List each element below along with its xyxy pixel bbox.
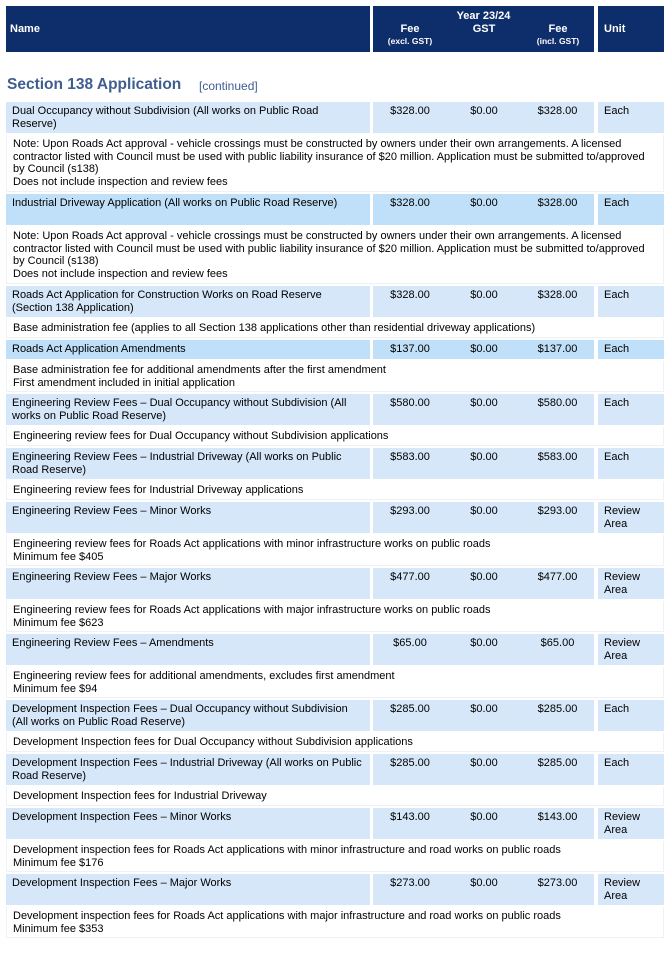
fee-note: [6, 907, 664, 938]
fee-note: [6, 601, 664, 632]
fee-row: [6, 700, 664, 731]
fee-gst: $0.00: [447, 394, 521, 425]
note-line: Minimum fee $94: [13, 682, 98, 695]
fee-unit: Review Area: [598, 808, 664, 839]
fee-excl-gst: $293.00: [373, 502, 447, 533]
note-line: Development Inspection fees for Dual Occupancy without Subdivision applications: [13, 736, 413, 748]
fee-name: Roads Act Application for Construction Works on Road Reserve (Section 138 Application): [6, 286, 370, 317]
fee-unit: Each: [598, 394, 664, 425]
fee-note: [6, 841, 664, 872]
fee-incl-gst: $328.00: [521, 286, 594, 317]
fee-unit: Each: [598, 700, 664, 731]
fee-name: Industrial Driveway Application (All works on Public Road Reserve): [6, 194, 370, 225]
fee-note: [6, 227, 664, 284]
fee-gst: $0.00: [447, 194, 521, 225]
fee-unit: Review Area: [598, 874, 664, 905]
fee-incl-gst: $285.00: [521, 754, 594, 785]
header-gst-label: GST: [472, 23, 496, 35]
fee-unit: Each: [598, 286, 664, 317]
fee-unit: Each: [598, 448, 664, 479]
fee-row: [6, 102, 664, 133]
header-year-cell: [373, 6, 594, 52]
fee-table-body: [6, 102, 664, 940]
header-fee-incl-sub: (incl. GST): [536, 36, 580, 46]
fee-note: [6, 481, 664, 500]
header-name-cell: [6, 6, 370, 52]
fee-excl-gst: $328.00: [373, 194, 447, 225]
header-fee-incl-label: Fee: [548, 23, 568, 35]
fee-row: [6, 634, 664, 665]
fee-incl-gst: $328.00: [521, 194, 594, 225]
fee-row: [6, 808, 664, 839]
note-line: Development inspection fees for Roads Act applications with minor infrastructure and road works on public roads: [13, 844, 561, 856]
fee-row: [6, 194, 664, 225]
fee-note: [6, 319, 664, 338]
fee-name: Engineering Review Fees – Industrial Driveway (All works on Public Road Reserve): [6, 448, 370, 479]
header-unit-label: Unit: [604, 23, 626, 35]
fee-note: [6, 733, 664, 752]
fee-gst: $0.00: [447, 502, 521, 533]
fee-incl-gst: $143.00: [521, 808, 594, 839]
fee-excl-gst: $143.00: [373, 808, 447, 839]
fee-row: [6, 874, 664, 905]
note-line: First amendment included in initial application: [13, 376, 235, 389]
header-unit-cell: [598, 6, 664, 52]
fee-gst: $0.00: [447, 874, 521, 905]
fee-gst: $0.00: [447, 700, 521, 731]
fee-unit: Each: [598, 194, 664, 225]
note-line: Development Inspection fees for Industrial Driveway: [13, 790, 267, 802]
fee-incl-gst: $65.00: [521, 634, 594, 665]
fee-name: Development Inspection Fees – Minor Works: [6, 808, 370, 839]
note-line: Note: Upon Roads Act approval - vehicle crossings must be constructed by owners under their own arrangements. A licensed contractor listed with Council must be used with public liability insurance of $20 million. Application must be submitted to/approved by Council (s138): [13, 138, 645, 176]
fee-row: [6, 568, 664, 599]
fee-incl-gst: $328.00: [521, 102, 594, 133]
fee-row: [6, 286, 664, 317]
fee-name: Engineering Review Fees – Amendments: [6, 634, 370, 665]
fee-row: [6, 394, 664, 425]
header-fee-sub: (excl. GST): [387, 36, 433, 46]
fee-note: [6, 787, 664, 806]
note-line: Base administration fee for additional amendments after the first amendment: [13, 364, 386, 376]
note-line: Engineering review fees for additional amendments, excludes first amendment: [13, 670, 395, 682]
note-line: Base administration fee (applies to all Section 138 applications other than residential driveway applications): [13, 322, 536, 334]
note-line: Engineering review fees for Roads Act applications with major infrastructure works on public roads: [13, 604, 491, 616]
section-continued: [continued]: [199, 79, 258, 93]
note-line: Does not include inspection and review fees: [13, 267, 228, 280]
fee-incl-gst: $137.00: [521, 340, 594, 359]
fee-name: Engineering Review Fees – Dual Occupancy without Subdivision (All works on Public Road Reserve): [6, 394, 370, 425]
note-line: Note: Upon Roads Act approval - vehicle crossings must be constructed by owners under their own arrangements. A licensed contractor listed with Council must be used with public liability insurance of $20 million. Application must be submitted to/approved by Council (s138): [13, 230, 645, 268]
table-header: [6, 6, 664, 52]
fee-excl-gst: $580.00: [373, 394, 447, 425]
fee-excl-gst: $285.00: [373, 754, 447, 785]
fee-excl-gst: $477.00: [373, 568, 447, 599]
fee-gst: $0.00: [447, 754, 521, 785]
fee-excl-gst: $285.00: [373, 700, 447, 731]
fee-unit: Review Area: [598, 568, 664, 599]
fee-incl-gst: $273.00: [521, 874, 594, 905]
note-line: Engineering review fees for Dual Occupancy without Subdivision applications: [13, 430, 389, 442]
header-fee-incl: [521, 23, 595, 47]
fee-row: [6, 502, 664, 533]
fee-excl-gst: $583.00: [373, 448, 447, 479]
header-fee-label: Fee: [400, 23, 420, 35]
fee-unit: Each: [598, 754, 664, 785]
fee-incl-gst: $293.00: [521, 502, 594, 533]
fee-gst: $0.00: [447, 102, 521, 133]
fee-excl-gst: $328.00: [373, 102, 447, 133]
fee-row: [6, 340, 664, 359]
fee-gst: $0.00: [447, 448, 521, 479]
fee-name: Engineering Review Fees – Minor Works: [6, 502, 370, 533]
fee-row: [6, 448, 664, 479]
fee-excl-gst: $137.00: [373, 340, 447, 359]
section-title: Section 138 Application: [7, 76, 182, 93]
note-line: Engineering review fees for Industrial Driveway applications: [13, 484, 304, 496]
fee-name: Dual Occupancy without Subdivision (All works on Public Road Reserve): [6, 102, 370, 133]
fee-note: [6, 535, 664, 566]
note-line: Development inspection fees for Roads Act applications with major infrastructure and road works on public roads: [13, 910, 561, 922]
fee-incl-gst: $583.00: [521, 448, 594, 479]
note-line: Engineering review fees for Roads Act applications with minor infrastructure works on public roads: [13, 538, 491, 550]
note-line: Minimum fee $353: [13, 922, 104, 935]
fee-note: [6, 427, 664, 446]
note-line: Minimum fee $176: [13, 856, 104, 869]
fee-name: Engineering Review Fees – Major Works: [6, 568, 370, 599]
fee-excl-gst: $65.00: [373, 634, 447, 665]
note-line: Minimum fee $405: [13, 550, 104, 563]
fee-unit: Review Area: [598, 634, 664, 665]
fee-name: Development Inspection Fees – Dual Occupancy without Subdivision (All works on Public Road Reserve): [6, 700, 370, 731]
fee-incl-gst: $285.00: [521, 700, 594, 731]
fee-unit: Each: [598, 102, 664, 133]
header-year-label: Year 23/24: [456, 10, 511, 22]
fee-row: [6, 754, 664, 785]
header-fee-excl: [373, 23, 447, 47]
fee-note: [6, 135, 664, 192]
fee-unit: Review Area: [598, 502, 664, 533]
note-line: Minimum fee $623: [13, 616, 104, 629]
fee-note: [6, 667, 664, 698]
fee-excl-gst: $273.00: [373, 874, 447, 905]
fee-incl-gst: $580.00: [521, 394, 594, 425]
header-name-label: Name: [10, 23, 40, 35]
fee-gst: $0.00: [447, 634, 521, 665]
note-line: Does not include inspection and review fees: [13, 175, 228, 188]
fee-unit: Each: [598, 340, 664, 359]
fee-gst: $0.00: [447, 568, 521, 599]
fee-note: [6, 361, 664, 392]
fee-gst: $0.00: [447, 286, 521, 317]
fee-name: Roads Act Application Amendments: [6, 340, 370, 359]
fee-gst: $0.00: [447, 808, 521, 839]
fee-excl-gst: $328.00: [373, 286, 447, 317]
fee-gst: $0.00: [447, 340, 521, 359]
header-gst: [447, 23, 521, 36]
fee-incl-gst: $477.00: [521, 568, 594, 599]
fee-name: Development Inspection Fees – Major Works: [6, 874, 370, 905]
fee-name: Development Inspection Fees – Industrial Driveway (All works on Public Road Reserve): [6, 754, 370, 785]
